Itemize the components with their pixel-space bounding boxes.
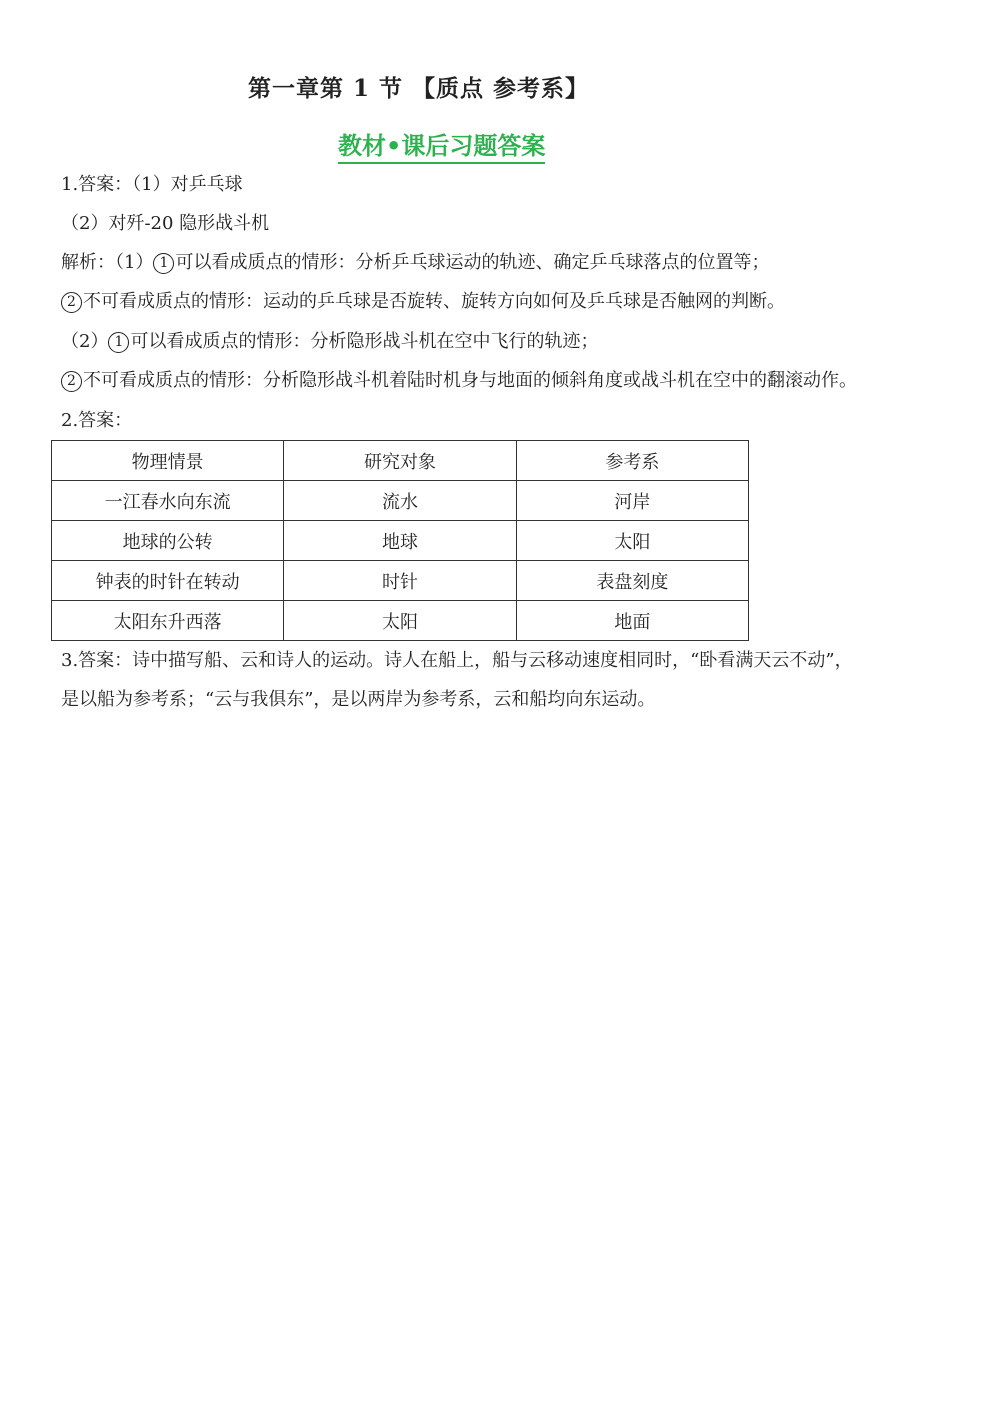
- table-cell: 地球的公转: [52, 521, 284, 561]
- table-cell: 太阳: [284, 601, 516, 641]
- table-cell: 太阳: [516, 521, 748, 561]
- q1-answer-line2: （2）对歼-20 隐形战斗机: [61, 213, 270, 234]
- table-cell: 钟表的时针在转动: [52, 561, 284, 601]
- q1-analysis-line4: [61, 369, 857, 393]
- table-cell: 表盘刻度: [516, 561, 748, 601]
- circled-number-marker: 1: [153, 253, 174, 274]
- table-row: [52, 521, 749, 561]
- table-cell: 地面: [516, 601, 748, 641]
- table-cell: 时针: [284, 561, 516, 601]
- table-cell: 一江春水向东流: [52, 481, 284, 521]
- table-row: [52, 481, 749, 521]
- page-title: 第一章第 1 节 【质点 参考系】: [248, 75, 590, 102]
- analysis-text: 不可看成质点的情形：运动的乒乓球是否旋转、旋转方向如何及乒乓球是否触网的判断。: [83, 291, 785, 312]
- table-cell: 地球: [284, 521, 516, 561]
- circled-number-marker: 2: [61, 292, 82, 313]
- circled-number-marker: 2: [61, 371, 82, 392]
- table-header-cell: 研究对象: [284, 441, 516, 481]
- analysis-prefix: （2）: [61, 331, 109, 352]
- q2-answer-label: 2.答案：: [61, 410, 133, 431]
- table-row: [52, 561, 749, 601]
- answer-table: [51, 440, 749, 641]
- analysis-text: 不可看成质点的情形：分析隐形战斗机着陆时机身与地面的倾斜角度或战斗机在空中的翻滚动作。: [83, 370, 857, 391]
- table-cell: 河岸: [516, 481, 748, 521]
- q1-analysis-line2: [61, 290, 785, 314]
- circled-number-marker: 1: [108, 332, 129, 353]
- analysis-text: 可以看成质点的情形：分析隐形战斗机在空中飞行的轨迹；: [130, 331, 599, 352]
- analysis-prefix: 解析：（1）: [61, 252, 154, 273]
- table-row: [52, 601, 749, 641]
- q1-analysis-line1: [61, 251, 769, 275]
- table-header-cell: 物理情景: [52, 441, 284, 481]
- table-cell: 流水: [284, 481, 516, 521]
- table-header-row: [52, 441, 749, 481]
- table-header-cell: 参考系: [516, 441, 748, 481]
- q3-answer-line1: 3.答案：诗中描写船、云和诗人的运动。诗人在船上，船与云移动速度相同时，“卧看满天云不动”，: [61, 650, 853, 671]
- page-subtitle: 教材•课后习题答案: [338, 126, 545, 164]
- q1-answer-line1: 1.答案：（1）对乒乓球: [61, 174, 243, 195]
- q3-answer-line2: 是以船为参考系；“云与我俱东”，是以两岸为参考系，云和船均向东运动。: [61, 689, 656, 710]
- table-cell: 太阳东升西落: [52, 601, 284, 641]
- analysis-text: 可以看成质点的情形：分析乒乓球运动的轨迹、确定乒乓球落点的位置等；: [175, 252, 770, 273]
- q1-analysis-line3: [61, 330, 598, 354]
